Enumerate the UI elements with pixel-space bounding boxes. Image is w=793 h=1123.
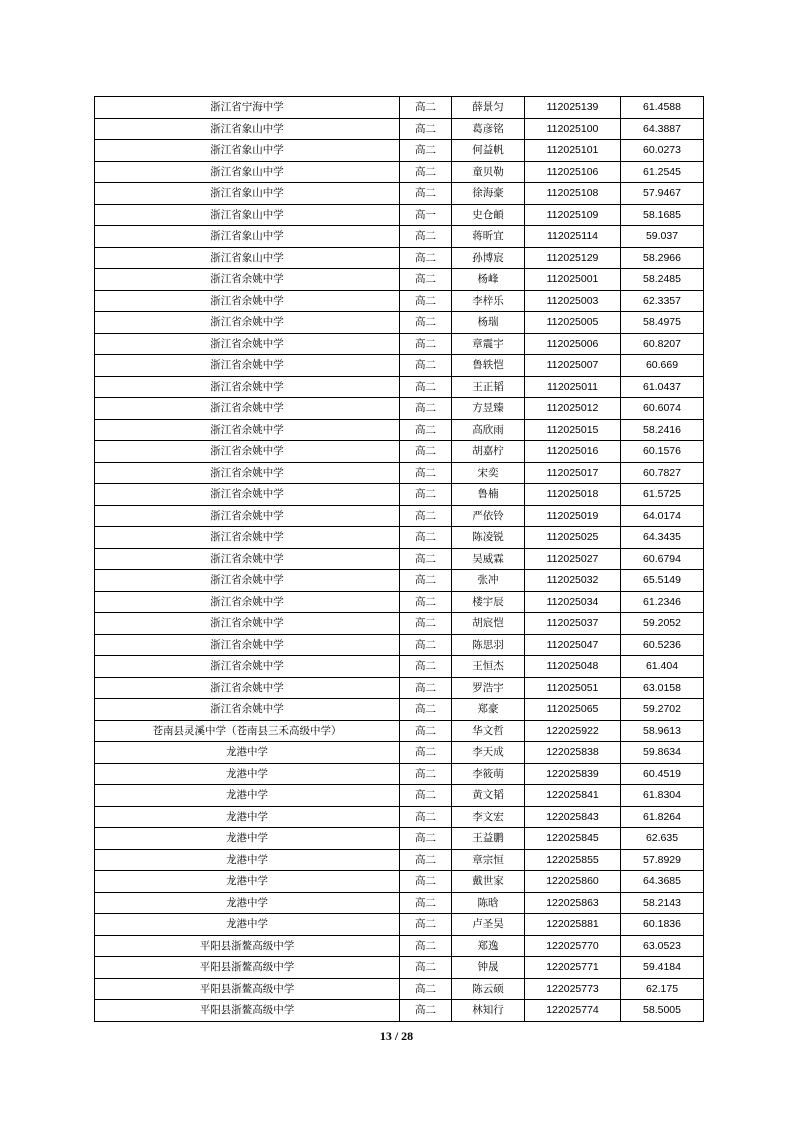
student-name-cell: 章震宇: [452, 333, 525, 355]
score-cell: 60.1836: [621, 914, 704, 936]
grade-cell: 高二: [400, 591, 452, 613]
score-cell: 60.7827: [621, 462, 704, 484]
table-row: [95, 376, 704, 398]
score-cell: 58.5005: [621, 1000, 704, 1022]
student-name-cell: 何益帆: [452, 140, 525, 162]
table-row: [95, 355, 704, 377]
student-name-cell: 史仓頔: [452, 204, 525, 226]
school-cell: 浙江省余姚中学: [95, 634, 400, 656]
school-cell: 浙江省象山中学: [95, 247, 400, 269]
score-cell: 61.404: [621, 656, 704, 678]
grade-cell: 高二: [400, 333, 452, 355]
table-row: [95, 871, 704, 893]
score-cell: 64.3685: [621, 871, 704, 893]
student-id-cell: 112025065: [525, 699, 621, 721]
table-row: [95, 333, 704, 355]
student-name-cell: 葛彦铭: [452, 118, 525, 140]
student-name-cell: 黄文韬: [452, 785, 525, 807]
school-cell: 浙江省余姚中学: [95, 462, 400, 484]
student-name-cell: 林知行: [452, 1000, 525, 1022]
score-cell: 64.0174: [621, 505, 704, 527]
table-row: [95, 785, 704, 807]
student-name-cell: 张冲: [452, 570, 525, 592]
school-cell: 龙港中学: [95, 785, 400, 807]
grade-cell: 高二: [400, 677, 452, 699]
student-id-cell: 122025881: [525, 914, 621, 936]
student-id-cell: 122025843: [525, 806, 621, 828]
score-cell: 60.6794: [621, 548, 704, 570]
school-cell: 浙江省余姚中学: [95, 398, 400, 420]
student-id-cell: 112025005: [525, 312, 621, 334]
table-row: [95, 720, 704, 742]
table-row: [95, 269, 704, 291]
school-cell: 浙江省余姚中学: [95, 333, 400, 355]
grade-cell: 高二: [400, 269, 452, 291]
student-id-cell: 112025051: [525, 677, 621, 699]
table-row: [95, 312, 704, 334]
student-id-cell: 112025106: [525, 161, 621, 183]
school-cell: 浙江省余姚中学: [95, 527, 400, 549]
score-cell: 59.2052: [621, 613, 704, 635]
grade-cell: 高二: [400, 505, 452, 527]
student-name-cell: 李筱萌: [452, 763, 525, 785]
table-row: [95, 914, 704, 936]
student-name-cell: 王益鹏: [452, 828, 525, 850]
student-id-cell: 112025101: [525, 140, 621, 162]
table-row: [95, 699, 704, 721]
score-cell: 62.3357: [621, 290, 704, 312]
table-row: [95, 419, 704, 441]
table-row: [95, 505, 704, 527]
grade-cell: 高二: [400, 871, 452, 893]
score-cell: 64.3435: [621, 527, 704, 549]
grade-cell: 高二: [400, 763, 452, 785]
table-row: [95, 957, 704, 979]
grade-cell: 高二: [400, 118, 452, 140]
student-id-cell: 112025016: [525, 441, 621, 463]
score-cell: 61.2545: [621, 161, 704, 183]
score-cell: 61.0437: [621, 376, 704, 398]
student-id-cell: 122025845: [525, 828, 621, 850]
score-cell: 62.635: [621, 828, 704, 850]
table-row: [95, 290, 704, 312]
score-cell: 59.037: [621, 226, 704, 248]
score-cell: 58.2966: [621, 247, 704, 269]
student-name-cell: 方昱臻: [452, 398, 525, 420]
student-name-cell: 孙博宸: [452, 247, 525, 269]
student-name-cell: 钟晟: [452, 957, 525, 979]
grade-cell: 高二: [400, 462, 452, 484]
table-row: [95, 527, 704, 549]
school-cell: 苍南县灵溪中学（苍南县三禾高级中学）: [95, 720, 400, 742]
score-cell: 60.5236: [621, 634, 704, 656]
page-number: 13 / 28: [379, 1029, 414, 1043]
grade-cell: 高二: [400, 290, 452, 312]
school-cell: 平阳县浙鳌高级中学: [95, 978, 400, 1000]
score-cell: 58.1685: [621, 204, 704, 226]
grade-cell: 高二: [400, 140, 452, 162]
grade-cell: 高二: [400, 548, 452, 570]
student-name-cell: 鲁轶恺: [452, 355, 525, 377]
grade-cell: 高二: [400, 398, 452, 420]
school-cell: 浙江省象山中学: [95, 161, 400, 183]
grade-cell: 高二: [400, 441, 452, 463]
school-cell: 浙江省余姚中学: [95, 505, 400, 527]
student-id-cell: 122025863: [525, 892, 621, 914]
school-cell: 浙江省余姚中学: [95, 699, 400, 721]
student-id-cell: 122025774: [525, 1000, 621, 1022]
student-id-cell: 112025018: [525, 484, 621, 506]
student-name-cell: 陈思羽: [452, 634, 525, 656]
student-id-cell: 122025838: [525, 742, 621, 764]
student-name-cell: 蒋昕宜: [452, 226, 525, 248]
school-cell: 浙江省余姚中学: [95, 677, 400, 699]
student-id-cell: 112025108: [525, 183, 621, 205]
table-row: [95, 742, 704, 764]
student-id-cell: 112025019: [525, 505, 621, 527]
school-cell: 浙江省余姚中学: [95, 656, 400, 678]
school-cell: 龙港中学: [95, 914, 400, 936]
school-cell: 平阳县浙鳌高级中学: [95, 935, 400, 957]
student-name-cell: 楼宇辰: [452, 591, 525, 613]
score-cell: 61.5725: [621, 484, 704, 506]
table-row: [95, 656, 704, 678]
student-name-cell: 章宗恒: [452, 849, 525, 871]
school-cell: 龙港中学: [95, 763, 400, 785]
student-id-cell: 112025012: [525, 398, 621, 420]
table-row: [95, 441, 704, 463]
school-cell: 浙江省余姚中学: [95, 484, 400, 506]
grade-cell: 高二: [400, 183, 452, 205]
student-name-cell: 高欣雨: [452, 419, 525, 441]
student-name-cell: 胡嘉柠: [452, 441, 525, 463]
score-cell: 60.6074: [621, 398, 704, 420]
student-id-cell: 122025855: [525, 849, 621, 871]
student-id-cell: 112025047: [525, 634, 621, 656]
table-row: [95, 548, 704, 570]
student-name-cell: 王正韬: [452, 376, 525, 398]
school-cell: 浙江省余姚中学: [95, 419, 400, 441]
school-cell: 浙江省余姚中学: [95, 290, 400, 312]
school-cell: 浙江省余姚中学: [95, 441, 400, 463]
table-row: [95, 247, 704, 269]
score-cell: 62.175: [621, 978, 704, 1000]
grade-cell: 高一: [400, 204, 452, 226]
student-id-cell: 112025114: [525, 226, 621, 248]
student-id-cell: 112025100: [525, 118, 621, 140]
score-cell: 60.669: [621, 355, 704, 377]
student-id-cell: 112025139: [525, 97, 621, 119]
score-cell: 58.2485: [621, 269, 704, 291]
student-id-cell: 112025006: [525, 333, 621, 355]
table-row: [95, 570, 704, 592]
grade-cell: 高二: [400, 355, 452, 377]
score-cell: 59.4184: [621, 957, 704, 979]
student-id-cell: 112025037: [525, 613, 621, 635]
student-name-cell: 李文宏: [452, 806, 525, 828]
score-cell: 65.5149: [621, 570, 704, 592]
table-row: [95, 204, 704, 226]
table-row: [95, 828, 704, 850]
table-row: [95, 763, 704, 785]
score-cell: 58.9613: [621, 720, 704, 742]
school-cell: 浙江省余姚中学: [95, 570, 400, 592]
school-cell: 龙港中学: [95, 742, 400, 764]
student-id-cell: 112025003: [525, 290, 621, 312]
student-name-cell: 罗浩宇: [452, 677, 525, 699]
student-name-cell: 郑豪: [452, 699, 525, 721]
student-id-cell: 122025773: [525, 978, 621, 1000]
school-cell: 浙江省象山中学: [95, 140, 400, 162]
grade-cell: 高二: [400, 376, 452, 398]
score-cell: 60.1576: [621, 441, 704, 463]
table-row: [95, 226, 704, 248]
student-id-cell: 112025032: [525, 570, 621, 592]
student-name-cell: 杨瑞: [452, 312, 525, 334]
student-id-cell: 112025017: [525, 462, 621, 484]
student-id-cell: 112025025: [525, 527, 621, 549]
grade-cell: 高二: [400, 957, 452, 979]
score-cell: 58.2416: [621, 419, 704, 441]
table-row: [95, 161, 704, 183]
student-name-cell: 童贝勒: [452, 161, 525, 183]
school-cell: 龙港中学: [95, 871, 400, 893]
score-cell: 58.2143: [621, 892, 704, 914]
score-cell: 64.3887: [621, 118, 704, 140]
score-cell: 63.0523: [621, 935, 704, 957]
grade-cell: 高二: [400, 226, 452, 248]
school-cell: 浙江省象山中学: [95, 204, 400, 226]
results-table-body: [95, 97, 704, 1022]
table-row: [95, 677, 704, 699]
table-row: [95, 935, 704, 957]
score-cell: 61.8304: [621, 785, 704, 807]
grade-cell: 高二: [400, 634, 452, 656]
student-name-cell: 陈云硕: [452, 978, 525, 1000]
grade-cell: 高二: [400, 247, 452, 269]
results-table: [94, 96, 704, 1022]
student-name-cell: 胡宸恺: [452, 613, 525, 635]
score-cell: 59.2702: [621, 699, 704, 721]
student-name-cell: 陈晗: [452, 892, 525, 914]
student-name-cell: 王恒杰: [452, 656, 525, 678]
table-row: [95, 1000, 704, 1022]
student-id-cell: 112025001: [525, 269, 621, 291]
school-cell: 平阳县浙鳌高级中学: [95, 1000, 400, 1022]
grade-cell: 高二: [400, 978, 452, 1000]
student-id-cell: 112025011: [525, 376, 621, 398]
student-id-cell: 112025048: [525, 656, 621, 678]
school-cell: 浙江省象山中学: [95, 226, 400, 248]
grade-cell: 高二: [400, 613, 452, 635]
grade-cell: 高二: [400, 97, 452, 119]
grade-cell: 高二: [400, 720, 452, 742]
grade-cell: 高二: [400, 806, 452, 828]
grade-cell: 高二: [400, 935, 452, 957]
student-id-cell: 112025109: [525, 204, 621, 226]
school-cell: 浙江省象山中学: [95, 183, 400, 205]
student-name-cell: 李天成: [452, 742, 525, 764]
school-cell: 龙港中学: [95, 828, 400, 850]
student-id-cell: 122025922: [525, 720, 621, 742]
score-cell: 58.4975: [621, 312, 704, 334]
table-row: [95, 978, 704, 1000]
school-cell: 平阳县浙鳌高级中学: [95, 957, 400, 979]
score-cell: 60.4519: [621, 763, 704, 785]
table-row: [95, 97, 704, 119]
grade-cell: 高二: [400, 699, 452, 721]
grade-cell: 高二: [400, 849, 452, 871]
student-name-cell: 吴威霖: [452, 548, 525, 570]
grade-cell: 高二: [400, 1000, 452, 1022]
student-id-cell: 122025770: [525, 935, 621, 957]
student-name-cell: 杨峰: [452, 269, 525, 291]
student-name-cell: 徐海豪: [452, 183, 525, 205]
student-id-cell: 122025771: [525, 957, 621, 979]
table-row: [95, 591, 704, 613]
school-cell: 龙港中学: [95, 849, 400, 871]
student-name-cell: 宋奕: [452, 462, 525, 484]
grade-cell: 高二: [400, 892, 452, 914]
score-cell: 60.0273: [621, 140, 704, 162]
student-id-cell: 122025860: [525, 871, 621, 893]
score-cell: 63.0158: [621, 677, 704, 699]
student-name-cell: 华文哲: [452, 720, 525, 742]
school-cell: 浙江省余姚中学: [95, 376, 400, 398]
table-row: [95, 183, 704, 205]
grade-cell: 高二: [400, 312, 452, 334]
student-name-cell: 鲁楠: [452, 484, 525, 506]
table-row: [95, 462, 704, 484]
student-id-cell: 112025034: [525, 591, 621, 613]
score-cell: 60.8207: [621, 333, 704, 355]
school-cell: 浙江省余姚中学: [95, 548, 400, 570]
student-id-cell: 122025839: [525, 763, 621, 785]
school-cell: 浙江省余姚中学: [95, 355, 400, 377]
school-cell: 龙港中学: [95, 806, 400, 828]
student-id-cell: 112025027: [525, 548, 621, 570]
table-row: [95, 806, 704, 828]
grade-cell: 高二: [400, 914, 452, 936]
student-id-cell: 112025007: [525, 355, 621, 377]
school-cell: 浙江省余姚中学: [95, 269, 400, 291]
table-row: [95, 118, 704, 140]
score-cell: 61.4588: [621, 97, 704, 119]
score-cell: 61.2346: [621, 591, 704, 613]
table-row: [95, 613, 704, 635]
grade-cell: 高二: [400, 161, 452, 183]
student-name-cell: 严依铃: [452, 505, 525, 527]
table-row: [95, 849, 704, 871]
student-name-cell: 卢圣昊: [452, 914, 525, 936]
school-cell: 浙江省余姚中学: [95, 613, 400, 635]
score-cell: 59.8634: [621, 742, 704, 764]
student-name-cell: 郑逸: [452, 935, 525, 957]
student-id-cell: 112025129: [525, 247, 621, 269]
school-cell: 浙江省余姚中学: [95, 312, 400, 334]
table-row: [95, 140, 704, 162]
table-row: [95, 892, 704, 914]
student-name-cell: 薛景匀: [452, 97, 525, 119]
grade-cell: 高二: [400, 742, 452, 764]
school-cell: 浙江省宁海中学: [95, 97, 400, 119]
grade-cell: 高二: [400, 570, 452, 592]
student-name-cell: 李梓乐: [452, 290, 525, 312]
table-row: [95, 398, 704, 420]
score-cell: 57.9467: [621, 183, 704, 205]
grade-cell: 高二: [400, 484, 452, 506]
student-name-cell: 陈凌锐: [452, 527, 525, 549]
grade-cell: 高二: [400, 785, 452, 807]
school-cell: 浙江省余姚中学: [95, 591, 400, 613]
table-row: [95, 634, 704, 656]
school-cell: 龙港中学: [95, 892, 400, 914]
school-cell: 浙江省象山中学: [95, 118, 400, 140]
student-id-cell: 122025841: [525, 785, 621, 807]
table-row: [95, 484, 704, 506]
student-name-cell: 戴世家: [452, 871, 525, 893]
grade-cell: 高二: [400, 656, 452, 678]
score-cell: 57.8929: [621, 849, 704, 871]
score-cell: 61.8264: [621, 806, 704, 828]
grade-cell: 高二: [400, 828, 452, 850]
grade-cell: 高二: [400, 419, 452, 441]
grade-cell: 高二: [400, 527, 452, 549]
student-id-cell: 112025015: [525, 419, 621, 441]
